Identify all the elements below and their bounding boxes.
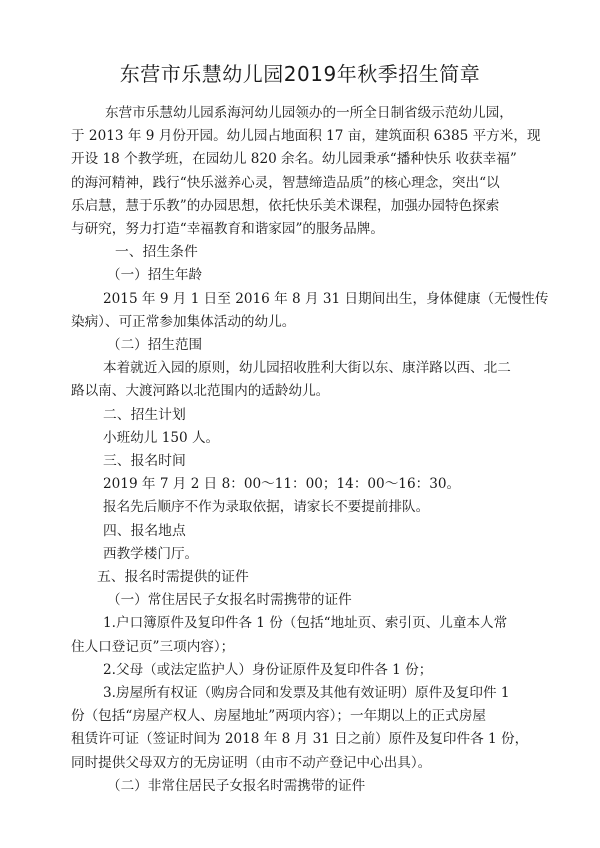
subsection-heading-age: （一）招生年龄 [107, 267, 203, 284]
section-heading-registration-location: 四、报名地点 [103, 522, 186, 539]
section-heading-enrollment-conditions: 一、招生条件 [115, 244, 198, 261]
paragraph-line: 小班幼儿 150 人。 [103, 429, 220, 446]
paragraph-line: 染病）、可正常参加集体活动的幼儿。 [71, 313, 296, 330]
intro-line: 开设 18 个教学班，在园幼儿 820 余名。幼儿园秉承“播种快乐 收获幸福” [71, 151, 517, 168]
section-heading-required-documents: 五、报名时需提供的证件 [97, 569, 249, 586]
paragraph-line: 2015 年 9 月 1 日至 2016 年 8 月 31 日期间出生，身体健康（无慢性传 [103, 290, 549, 307]
paragraph-line: 2019 年 7 月 2 日 8：00～11：00；14：00～16：30。 [103, 476, 461, 493]
section-heading-enrollment-plan: 二、招生计划 [103, 406, 186, 423]
page-title: 东营市乐慧幼儿园2019年秋季招生简章 [119, 62, 481, 86]
intro-line: 于 2013 年 9 月份开园。幼儿园占地面积 17 亩，建筑面积 6385 平方米，现 [71, 128, 541, 145]
intro-line: 乐启慧，慧于乐教”的办园思想，依托快乐美术课程，加强办园特色探索 [71, 197, 500, 214]
intro-line: 东营市乐慧幼儿园系海河幼儿园领办的一所全日制省级示范幼儿园， [105, 105, 513, 121]
document-body [71, 102, 549, 798]
list-item-line: 份（包括“房屋产权人、房屋地址”两项内容）；一年期以上的正式房屋 [71, 708, 486, 725]
list-item-line: 3.房屋所有权证（购房合同和发票及其他有效证明）原件及复印件 1 [103, 685, 510, 702]
paragraph-line: 路以南、大渡河路以北范围内的适龄幼儿。 [71, 383, 330, 400]
section-heading-registration-time: 三、报名时间 [103, 453, 186, 470]
intro-paragraph [71, 102, 542, 241]
list-item-line: 租赁许可证（签证时间为 2018 年 8 月 31 日之前）原件及复印件各 1 份， [71, 731, 529, 748]
list-item-line: 1.户口簿原件及复印件各 1 份（包括“地址页、索引页、儿童本人常 [103, 615, 508, 632]
list-item-line: 2.父母（或法定监护人）身份证原件及复印件各 1 份； [103, 661, 433, 678]
subsection-heading-scope: （二）招生范围 [107, 337, 203, 354]
paragraph-line: 报名先后顺序不作为录取依据，请家长不要提前排队。 [103, 499, 430, 516]
list-item-line: 住人口登记页”三项内容）； [71, 638, 235, 655]
paragraph-line: 西教学楼门厅。 [103, 545, 199, 562]
paragraph-line: 本着就近入园的原则，幼儿园招收胜利大街以东、康洋路以西、北二 [103, 360, 511, 377]
subsection-heading-residents: （一）常住居民子女报名时需携带的证件 [107, 592, 352, 609]
subsection-heading-non-residents: （二）非常住居民子女报名时需携带的证件 [107, 777, 366, 794]
list-item-line: 同时提供父母双方的无房证明（由市不动产登记中心出具）。 [71, 754, 432, 771]
intro-line: 的海河精神，践行“快乐滋养心灵，智慧缔造品质”的核心理念，突出“以 [71, 174, 500, 191]
intro-line: 与研究，努力打造“幸福教育和谐家园”的服务品牌。 [71, 221, 384, 238]
